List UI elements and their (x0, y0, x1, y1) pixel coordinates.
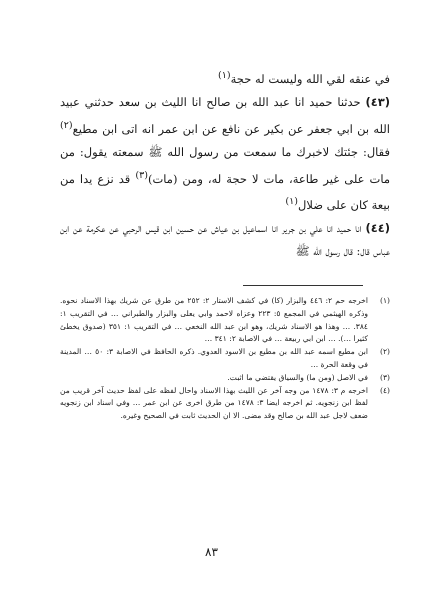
footnote-text: اخرجه م ٣: ١٤٧٨ من وجه آخر عن الليث بهذا الاسناد واحال لفظه على لفظ حديث آخر قريب من لفظ ابن زنجويه. ثم اخرجه ايضا ٣: ١٤٧٨ من طرق اخرى عن ابن عمر … وفي اسناد ابن زنجويه ضعف لاجل عبد الله بن صالح وقد مضى. الا ان الحديث ثابت في الصحيح وغيره. (60, 385, 368, 421)
footnote-text: في الاصل (ومن ما) والسياق يقتضي ما اثبت. (227, 372, 368, 382)
footnote-ref: (٢) (60, 119, 73, 131)
page-number: ٨٣ (205, 545, 218, 559)
footnote-number: (١) (379, 296, 390, 305)
hadith-number: (٤٤) (365, 221, 391, 236)
footnote-ref: (١) (285, 196, 298, 208)
footnote-ref: (١) (217, 70, 231, 81)
footnote (60, 346, 390, 372)
hadith-text: فقال: جئتك لاخبرك ما سمعت من رسول الله ﷺ سمعته يقول: من مات على غير طاعة، مات لا حجة له، ومن (مات) (60, 144, 391, 186)
footnote-number: (٢) (379, 347, 390, 357)
hadith-text: حدثنا حميد انا عبد الله بن صالح انا الليث بن سعد حدثني عبيد الله بن ابي جعفر عن بكير عن نافع عن ابن عمر انه اتى ابن مطيع (60, 94, 390, 136)
text-line: في عنقه لقي الله وليست له حجة$^{(١)}$ (217, 70, 390, 86)
footnote (60, 372, 390, 385)
footnote-number: (٤) (379, 385, 390, 395)
footnote (60, 295, 390, 346)
footnotes (60, 295, 390, 423)
hadith-44 (60, 217, 390, 263)
hadith-number: (٤٣) (365, 94, 391, 109)
footnote-ref: (٣) (135, 169, 148, 181)
main-text (60, 64, 390, 263)
hadith-text: قد نزع يدا من بيعة كان على ضلال (60, 171, 390, 213)
footnote (60, 385, 390, 423)
hadith-text: انا حميد انا علي بن جرير انا اسماعيل بن عياش عن حسين ابن قيس الرحبي عن عكرمة عن ابن عباس قال: قال رسول الله ﷺ (60, 221, 390, 259)
footnote-text: ابن مطيع اسمه عبد الله بن مطيع بن الاسود العدوي. ذكره الحافظ في الاصابة ٣: ٥٠ … المدينة في وقعة الحرة … (60, 347, 368, 369)
hadith-43 (60, 91, 390, 217)
footnote-number: (٣) (379, 372, 390, 382)
footnote-text: اخرجه حم ٢: ٤٤٦ والبزار (كا) في كشف الاستار ٢: ٢٥٢ من طرق عن شريك بهذا الاسناد نحوه. وذكره الهيثمي في المجمع ٥: ٢٢٣ وعزاه لاحمد وابي يعلى والبزار والطبراني … في التقريب ١: ٣٨٤. … وهذا هو الاسناد شريك، وهو ابن عبد الله النخعي … في التقريب ١: ٣٥١ (صدوق يخطئ كثيرا …). … ابن ابي ربيعة … في الاصابة ٢: ٣٤١ … (60, 296, 368, 344)
footnote-separator (243, 285, 363, 286)
